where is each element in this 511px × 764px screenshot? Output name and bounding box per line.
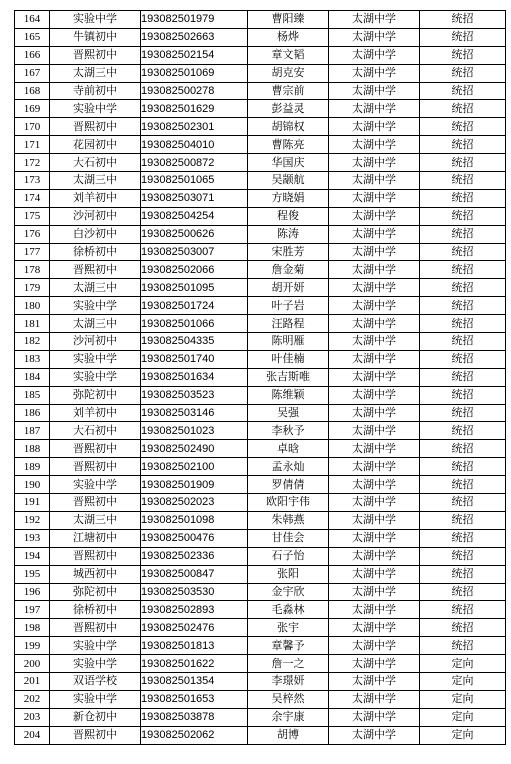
row-number-cell: 173 <box>15 172 50 190</box>
student-name-cell: 石子怡 <box>248 547 329 565</box>
school-cell: 太湖三中 <box>50 511 141 529</box>
table-row <box>15 28 506 46</box>
row-number-cell: 188 <box>15 440 50 458</box>
school-cell: 牛镇初中 <box>50 28 141 46</box>
table-row <box>15 690 506 708</box>
admission-type-cell: 统招 <box>420 601 506 619</box>
exam-id-cell: 193082502301 <box>141 118 248 136</box>
school-cell: 太湖三中 <box>50 172 141 190</box>
row-number-cell: 189 <box>15 458 50 476</box>
table-row <box>15 637 506 655</box>
admitted-school-cell: 太湖中学 <box>329 64 420 82</box>
admitted-school-cell: 太湖中学 <box>329 404 420 422</box>
exam-id-cell: 193082501065 <box>141 172 248 190</box>
school-cell: 弥陀初中 <box>50 583 141 601</box>
admitted-school-cell: 太湖中学 <box>329 690 420 708</box>
admitted-school-cell: 太湖中学 <box>329 261 420 279</box>
student-name-cell: 曹宗前 <box>248 82 329 100</box>
admission-type-cell: 统招 <box>420 46 506 64</box>
exam-id-cell: 193082501095 <box>141 279 248 297</box>
school-cell: 寺前初中 <box>50 82 141 100</box>
admission-type-cell: 统招 <box>420 261 506 279</box>
admission-type-cell: 统招 <box>420 422 506 440</box>
school-cell: 实验中学 <box>50 100 141 118</box>
school-cell: 新仓初中 <box>50 708 141 726</box>
exam-id-cell: 193082500476 <box>141 529 248 547</box>
admitted-school-cell: 太湖中学 <box>329 100 420 118</box>
exam-id-cell: 193082501813 <box>141 637 248 655</box>
admission-type-cell: 统招 <box>420 529 506 547</box>
row-number-cell: 178 <box>15 261 50 279</box>
admitted-school-cell: 太湖中学 <box>329 46 420 64</box>
student-name-cell: 章馨予 <box>248 637 329 655</box>
admission-type-cell: 统招 <box>420 297 506 315</box>
row-number-cell: 171 <box>15 136 50 154</box>
row-number-cell: 183 <box>15 350 50 368</box>
student-name-cell: 余宇康 <box>248 708 329 726</box>
school-cell: 徐桥初中 <box>50 243 141 261</box>
exam-id-cell: 193082501622 <box>141 655 248 673</box>
admitted-school-cell: 太湖中学 <box>329 350 420 368</box>
admitted-school-cell: 太湖中学 <box>329 422 420 440</box>
admission-type-cell: 统招 <box>420 136 506 154</box>
exam-id-cell: 193082501979 <box>141 11 248 29</box>
admitted-school-cell: 太湖中学 <box>329 207 420 225</box>
row-number-cell: 172 <box>15 154 50 172</box>
row-number-cell: 184 <box>15 368 50 386</box>
admission-table <box>14 10 506 745</box>
exam-id-cell: 193082500847 <box>141 565 248 583</box>
exam-id-cell: 193082501069 <box>141 64 248 82</box>
admitted-school-cell: 太湖中学 <box>329 154 420 172</box>
table-row <box>15 225 506 243</box>
admitted-school-cell: 太湖中学 <box>329 225 420 243</box>
admission-type-cell: 统招 <box>420 458 506 476</box>
student-name-cell: 曹陈亮 <box>248 136 329 154</box>
admission-type-cell: 统招 <box>420 350 506 368</box>
exam-id-cell: 193082502062 <box>141 726 248 744</box>
student-name-cell: 孟永灿 <box>248 458 329 476</box>
school-cell: 花园初中 <box>50 136 141 154</box>
admitted-school-cell: 太湖中学 <box>329 297 420 315</box>
admitted-school-cell: 太湖中学 <box>329 547 420 565</box>
school-cell: 实验中学 <box>50 350 141 368</box>
exam-id-cell: 193082504010 <box>141 136 248 154</box>
exam-id-cell: 193082501023 <box>141 422 248 440</box>
school-cell: 实验中学 <box>50 690 141 708</box>
exam-id-cell: 193082502663 <box>141 28 248 46</box>
exam-id-cell: 193082502100 <box>141 458 248 476</box>
exam-id-cell: 193082502476 <box>141 619 248 637</box>
student-name-cell: 章文韬 <box>248 46 329 64</box>
student-name-cell: 朱韩燕 <box>248 511 329 529</box>
student-name-cell: 詹金菊 <box>248 261 329 279</box>
school-cell: 城西初中 <box>50 565 141 583</box>
admitted-school-cell: 太湖中学 <box>329 333 420 351</box>
admitted-school-cell: 太湖中学 <box>329 279 420 297</box>
school-cell: 实验中学 <box>50 11 141 29</box>
school-cell: 大石初中 <box>50 154 141 172</box>
row-number-cell: 169 <box>15 100 50 118</box>
student-name-cell: 吴强 <box>248 404 329 422</box>
student-name-cell: 陈涛 <box>248 225 329 243</box>
exam-id-cell: 193082501653 <box>141 690 248 708</box>
table-row <box>15 11 506 29</box>
table-row <box>15 315 506 333</box>
admission-type-cell: 统招 <box>420 154 506 172</box>
school-cell: 太湖三中 <box>50 64 141 82</box>
exam-id-cell: 193082501724 <box>141 297 248 315</box>
table-row <box>15 672 506 690</box>
row-number-cell: 198 <box>15 619 50 637</box>
admission-type-cell: 统招 <box>420 333 506 351</box>
exam-id-cell: 193082502336 <box>141 547 248 565</box>
row-number-cell: 175 <box>15 207 50 225</box>
school-cell: 太湖三中 <box>50 279 141 297</box>
table-row <box>15 64 506 82</box>
table-row <box>15 404 506 422</box>
school-cell: 弥陀初中 <box>50 386 141 404</box>
admission-type-cell: 统招 <box>420 386 506 404</box>
admitted-school-cell: 太湖中学 <box>329 708 420 726</box>
admission-type-cell: 定向 <box>420 690 506 708</box>
row-number-cell: 170 <box>15 118 50 136</box>
student-name-cell: 程俊 <box>248 207 329 225</box>
admitted-school-cell: 太湖中学 <box>329 440 420 458</box>
row-number-cell: 192 <box>15 511 50 529</box>
exam-id-cell: 193082500626 <box>141 225 248 243</box>
admission-type-cell: 统招 <box>420 368 506 386</box>
row-number-cell: 174 <box>15 189 50 207</box>
table-row <box>15 565 506 583</box>
admission-type-cell: 统招 <box>420 547 506 565</box>
admitted-school-cell: 太湖中学 <box>329 458 420 476</box>
school-cell: 刘羊初中 <box>50 189 141 207</box>
student-name-cell: 詹一之 <box>248 655 329 673</box>
admission-type-cell: 统招 <box>420 28 506 46</box>
student-name-cell: 甘佳会 <box>248 529 329 547</box>
exam-id-cell: 193082503071 <box>141 189 248 207</box>
admitted-school-cell: 太湖中学 <box>329 565 420 583</box>
row-number-cell: 195 <box>15 565 50 583</box>
table-row <box>15 476 506 494</box>
exam-id-cell: 193082500872 <box>141 154 248 172</box>
exam-id-cell: 193082502893 <box>141 601 248 619</box>
student-name-cell: 金宇欣 <box>248 583 329 601</box>
admission-type-cell: 统招 <box>420 511 506 529</box>
exam-id-cell: 193082503523 <box>141 386 248 404</box>
admitted-school-cell: 太湖中学 <box>329 529 420 547</box>
exam-id-cell: 193082501066 <box>141 315 248 333</box>
admission-type-cell: 统招 <box>420 189 506 207</box>
school-cell: 实验中学 <box>50 297 141 315</box>
school-cell: 实验中学 <box>50 655 141 673</box>
student-name-cell: 张阳 <box>248 565 329 583</box>
table-row <box>15 422 506 440</box>
admitted-school-cell: 太湖中学 <box>329 672 420 690</box>
exam-id-cell: 193082502154 <box>141 46 248 64</box>
student-name-cell: 曹阳臻 <box>248 11 329 29</box>
admitted-school-cell: 太湖中学 <box>329 619 420 637</box>
admission-type-cell: 统招 <box>420 11 506 29</box>
school-cell: 晋熙初中 <box>50 619 141 637</box>
school-cell: 实验中学 <box>50 637 141 655</box>
student-name-cell: 华国庆 <box>248 154 329 172</box>
admitted-school-cell: 太湖中学 <box>329 118 420 136</box>
table-row <box>15 601 506 619</box>
admitted-school-cell: 太湖中学 <box>329 386 420 404</box>
school-cell: 晋熙初中 <box>50 46 141 64</box>
table-row <box>15 261 506 279</box>
row-number-cell: 179 <box>15 279 50 297</box>
row-number-cell: 167 <box>15 64 50 82</box>
exam-id-cell: 193082501634 <box>141 368 248 386</box>
exam-id-cell: 193082501909 <box>141 476 248 494</box>
row-number-cell: 185 <box>15 386 50 404</box>
school-cell: 晋熙初中 <box>50 726 141 744</box>
table-row <box>15 583 506 601</box>
admitted-school-cell: 太湖中学 <box>329 189 420 207</box>
admission-type-cell: 统招 <box>420 637 506 655</box>
student-name-cell: 卓晗 <box>248 440 329 458</box>
table-row <box>15 386 506 404</box>
admission-type-cell: 统招 <box>420 494 506 512</box>
admission-type-cell: 统招 <box>420 315 506 333</box>
student-name-cell: 张吉斯唯 <box>248 368 329 386</box>
school-cell: 大石初中 <box>50 422 141 440</box>
exam-id-cell: 193082504335 <box>141 333 248 351</box>
exam-id-cell: 193082502023 <box>141 494 248 512</box>
admission-table-body <box>15 11 506 745</box>
admission-type-cell: 统招 <box>420 404 506 422</box>
admitted-school-cell: 太湖中学 <box>329 601 420 619</box>
school-cell: 沙河初中 <box>50 207 141 225</box>
admitted-school-cell: 太湖中学 <box>329 583 420 601</box>
student-name-cell: 罗倩倩 <box>248 476 329 494</box>
admitted-school-cell: 太湖中学 <box>329 476 420 494</box>
school-cell: 晋熙初中 <box>50 494 141 512</box>
table-row <box>15 297 506 315</box>
school-cell: 晋熙初中 <box>50 440 141 458</box>
admission-type-cell: 统招 <box>420 476 506 494</box>
admission-type-cell: 统招 <box>420 225 506 243</box>
row-number-cell: 196 <box>15 583 50 601</box>
table-row <box>15 511 506 529</box>
student-name-cell: 胡博 <box>248 726 329 744</box>
admission-type-cell: 定向 <box>420 655 506 673</box>
admission-type-cell: 统招 <box>420 619 506 637</box>
table-row <box>15 726 506 744</box>
school-cell: 太湖三中 <box>50 315 141 333</box>
admission-type-cell: 统招 <box>420 243 506 261</box>
admitted-school-cell: 太湖中学 <box>329 637 420 655</box>
student-name-cell: 欧阳宇伟 <box>248 494 329 512</box>
admission-type-cell: 统招 <box>420 207 506 225</box>
admitted-school-cell: 太湖中学 <box>329 172 420 190</box>
table-row <box>15 279 506 297</box>
student-name-cell: 杨烨 <box>248 28 329 46</box>
student-name-cell: 胡开妍 <box>248 279 329 297</box>
table-row <box>15 350 506 368</box>
school-cell: 晋熙初中 <box>50 547 141 565</box>
admission-type-cell: 统招 <box>420 583 506 601</box>
table-row <box>15 333 506 351</box>
exam-id-cell: 193082503530 <box>141 583 248 601</box>
student-name-cell: 宋胜芳 <box>248 243 329 261</box>
school-cell: 晋熙初中 <box>50 458 141 476</box>
student-name-cell: 胡克安 <box>248 64 329 82</box>
admitted-school-cell: 太湖中学 <box>329 511 420 529</box>
table-row <box>15 494 506 512</box>
table-row <box>15 172 506 190</box>
exam-id-cell: 193082501740 <box>141 350 248 368</box>
table-row <box>15 708 506 726</box>
table-row <box>15 619 506 637</box>
student-name-cell: 彭益灵 <box>248 100 329 118</box>
admitted-school-cell: 太湖中学 <box>329 136 420 154</box>
table-row <box>15 136 506 154</box>
row-number-cell: 194 <box>15 547 50 565</box>
student-name-cell: 方晓娟 <box>248 189 329 207</box>
school-cell: 白沙初中 <box>50 225 141 243</box>
student-name-cell: 吴颛航 <box>248 172 329 190</box>
table-row <box>15 547 506 565</box>
school-cell: 晋熙初中 <box>50 261 141 279</box>
table-row <box>15 154 506 172</box>
table-row <box>15 82 506 100</box>
row-number-cell: 165 <box>15 28 50 46</box>
admitted-school-cell: 太湖中学 <box>329 28 420 46</box>
table-row <box>15 243 506 261</box>
admitted-school-cell: 太湖中学 <box>329 82 420 100</box>
row-number-cell: 176 <box>15 225 50 243</box>
row-number-cell: 164 <box>15 11 50 29</box>
exam-id-cell: 193082501098 <box>141 511 248 529</box>
admission-type-cell: 定向 <box>420 726 506 744</box>
row-number-cell: 197 <box>15 601 50 619</box>
row-number-cell: 182 <box>15 333 50 351</box>
admitted-school-cell: 太湖中学 <box>329 494 420 512</box>
student-name-cell: 陈维颖 <box>248 386 329 404</box>
row-number-cell: 200 <box>15 655 50 673</box>
row-number-cell: 187 <box>15 422 50 440</box>
row-number-cell: 191 <box>15 494 50 512</box>
admitted-school-cell: 太湖中学 <box>329 315 420 333</box>
exam-id-cell: 193082502066 <box>141 261 248 279</box>
row-number-cell: 181 <box>15 315 50 333</box>
table-row <box>15 655 506 673</box>
exam-id-cell: 193082501629 <box>141 100 248 118</box>
exam-id-cell: 193082503146 <box>141 404 248 422</box>
table-row <box>15 458 506 476</box>
student-name-cell: 毛淼林 <box>248 601 329 619</box>
row-number-cell: 190 <box>15 476 50 494</box>
exam-id-cell: 193082500278 <box>141 82 248 100</box>
row-number-cell: 168 <box>15 82 50 100</box>
table-row <box>15 207 506 225</box>
admission-type-cell: 定向 <box>420 672 506 690</box>
exam-id-cell: 193082503007 <box>141 243 248 261</box>
admitted-school-cell: 太湖中学 <box>329 243 420 261</box>
admission-type-cell: 统招 <box>420 82 506 100</box>
exam-id-cell: 193082502490 <box>141 440 248 458</box>
table-row <box>15 368 506 386</box>
admission-type-cell: 统招 <box>420 565 506 583</box>
student-name-cell: 汪路程 <box>248 315 329 333</box>
exam-id-cell: 193082503878 <box>141 708 248 726</box>
table-row <box>15 118 506 136</box>
row-number-cell: 166 <box>15 46 50 64</box>
school-cell: 江塘初中 <box>50 529 141 547</box>
row-number-cell: 186 <box>15 404 50 422</box>
table-row <box>15 440 506 458</box>
admission-type-cell: 定向 <box>420 708 506 726</box>
row-number-cell: 177 <box>15 243 50 261</box>
student-name-cell: 张宇 <box>248 619 329 637</box>
student-name-cell: 李秋予 <box>248 422 329 440</box>
student-name-cell: 陈明雁 <box>248 333 329 351</box>
admission-type-cell: 统招 <box>420 279 506 297</box>
school-cell: 徐桥初中 <box>50 601 141 619</box>
admitted-school-cell: 太湖中学 <box>329 726 420 744</box>
row-number-cell: 180 <box>15 297 50 315</box>
exam-id-cell: 193082501354 <box>141 672 248 690</box>
school-cell: 双语学校 <box>50 672 141 690</box>
admitted-school-cell: 太湖中学 <box>329 368 420 386</box>
student-name-cell: 叶子岩 <box>248 297 329 315</box>
exam-id-cell: 193082504254 <box>141 207 248 225</box>
admission-type-cell: 统招 <box>420 64 506 82</box>
admission-type-cell: 统招 <box>420 100 506 118</box>
row-number-cell: 193 <box>15 529 50 547</box>
row-number-cell: 203 <box>15 708 50 726</box>
row-number-cell: 201 <box>15 672 50 690</box>
row-number-cell: 199 <box>15 637 50 655</box>
school-cell: 刘羊初中 <box>50 404 141 422</box>
student-name-cell: 吴梓然 <box>248 690 329 708</box>
table-row <box>15 189 506 207</box>
row-number-cell: 204 <box>15 726 50 744</box>
admission-type-cell: 统招 <box>420 172 506 190</box>
school-cell: 沙河初中 <box>50 333 141 351</box>
table-row <box>15 529 506 547</box>
table-row <box>15 100 506 118</box>
row-number-cell: 202 <box>15 690 50 708</box>
student-name-cell: 胡锦权 <box>248 118 329 136</box>
school-cell: 实验中学 <box>50 368 141 386</box>
student-name-cell: 叶佳楠 <box>248 350 329 368</box>
admission-type-cell: 统招 <box>420 118 506 136</box>
admission-type-cell: 统招 <box>420 440 506 458</box>
table-row <box>15 46 506 64</box>
admitted-school-cell: 太湖中学 <box>329 11 420 29</box>
student-name-cell: 李璟妍 <box>248 672 329 690</box>
school-cell: 实验中学 <box>50 476 141 494</box>
school-cell: 晋熙初中 <box>50 118 141 136</box>
admitted-school-cell: 太湖中学 <box>329 655 420 673</box>
